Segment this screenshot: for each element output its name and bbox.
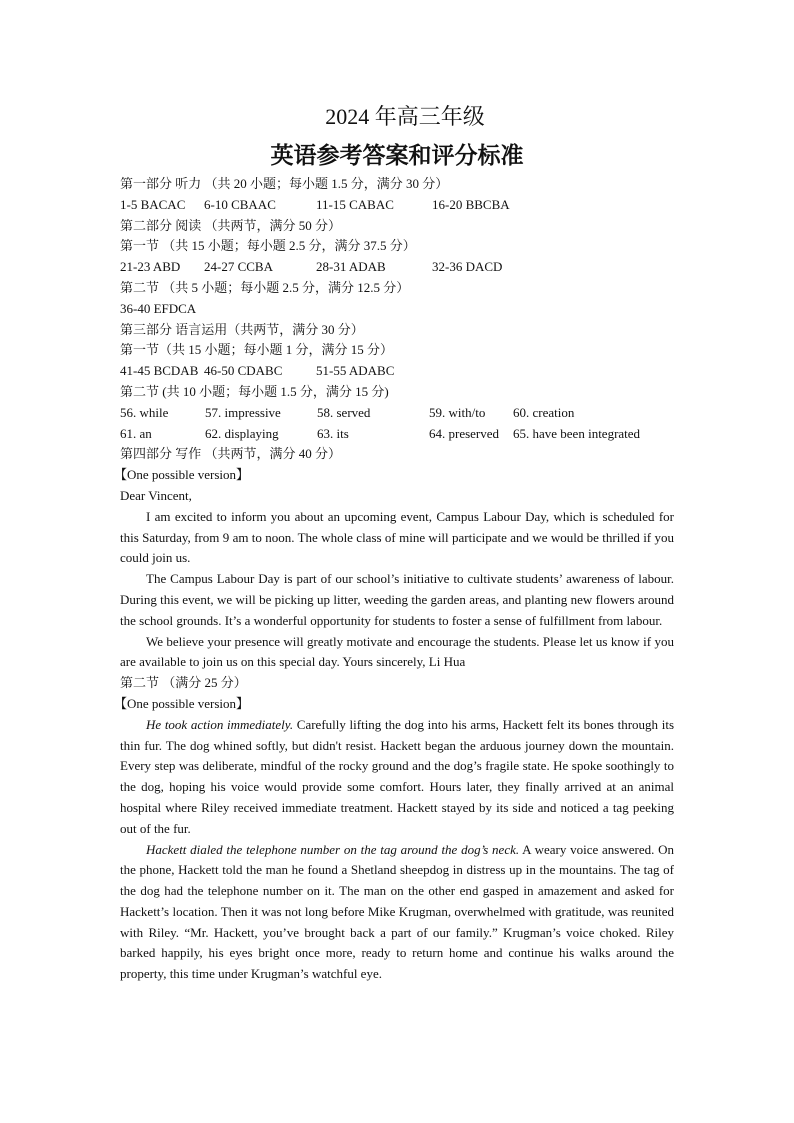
story-lead-sentence: He took action immediately. [146,716,294,732]
answer-group: 28-31 ADAB [316,259,386,275]
letter-paragraph: We believe your presence will greatly motivate and encourage the students. Please let us know if you are available to join us on this special day. Yours sincerely, Li Hua [120,633,674,670]
answer-item: 58. served [317,404,371,420]
answer-group: 6-10 CBAAC [204,196,276,212]
version-label: 【One possible version】 [114,467,250,483]
part2-section2-answer: 36-40 EFDCA [120,300,197,316]
part2-section1-heading: 第一节 （共 15 小题；每小题 2.5 分，满分 37.5 分） [120,238,416,254]
answer-item: 63. its [317,425,349,441]
story-paragraph [120,840,674,986]
answer-item: 62. displaying [205,425,279,441]
version-label: 【One possible version】 [114,695,250,711]
answer-item: 65. have been integrated [513,425,641,441]
answer-group: 16-20 BBCBA [432,196,510,212]
part3-section1-answer-row [120,361,674,382]
answer-item: 64. preserved [429,425,500,441]
answer-group: 21-23 ABD [120,259,181,275]
part2-section1-answer-row [120,257,674,278]
part2-section2-heading: 第二节 （共 5 小题；每小题 2.5 分，满分 12.5 分） [120,279,410,295]
answer-item: 60. creation [513,404,575,420]
story-lead-sentence: Hackett dialed the telephone number on the tag around the dog’s neck. [146,841,520,857]
story-text: Carefully lifting the dog into his arms, Hackett felt its bones through its thin fur. The dog whined softly, but didn't resist. Hackett began the arduous journey down the mountain. Every step was deliberate, mindful of the rocky ground and the dog’s fragile state. He spoke soothingly to the dog, hoping his voice would provide some comfort. Hours later, they finally arrived at an animal hospital where Riley received immediate treatment. Hackett stayed by its side and noticed a tag peeking out of the fur. [120,716,675,836]
page-subtitle: 英语参考答案和评分标准 [270,143,524,169]
answer-sheet [114,100,675,985]
answer-item: 56. while [120,404,169,420]
part2-heading: 第二部分 阅读 （共两节，满分 50 分） [120,217,342,233]
answer-group: 46-50 CDABC [204,363,283,379]
answer-group: 41-45 BCDAB [120,363,199,379]
answer-group: 32-36 DACD [432,259,503,275]
part3-section1-heading: 第一节（共 15 小题；每小题 1 分，满分 15 分） [120,342,394,358]
answer-item: 57. impressive [205,404,281,420]
story-text: A weary voice answered. On the phone, Hackett told the man he found a Shetland sheepdog in distress up in the mountains. The tag of the dog had the telephone number on it. The man on the other end gasped in amazement and asked for Hackett’s location. Then it was not long before Mike Krugman, overwhelmed with gratitude, was reunited with Riley. “Mr. Hackett, you’ve brought back a part of our family.” Krugman’s voice choked. Riley barked happily, his eyes bright once more, ready to return home and continue his walks around the property, this time under Krugman’s watchful eye. [120,841,674,982]
page-title: 2024 年高三年级 [325,104,485,129]
part4-section2-heading: 第二节 （满分 25 分） [120,675,247,691]
letter-salutation: Dear Vincent, [120,487,192,503]
part3-section2-answer-row [120,424,674,445]
answer-group: 1-5 BACAC [120,196,186,212]
answer-item: 59. with/to [429,404,486,420]
letter-paragraph: I am excited to inform you about an upcoming event, Campus Labour Day, which is scheduled for this Saturday, from 9 am to noon. The whole class of mine will participate and we would be thrilled if you could join us. [120,508,674,566]
answer-group: 11-15 CABAC [316,196,394,212]
part1-answer-row [120,195,674,216]
answer-group: 24-27 CCBA [204,259,273,275]
part3-section2-answer-row [120,403,674,424]
story-paragraph [120,715,674,840]
part4-heading: 第四部分 写作 （共两节，满分 40 分） [120,446,342,462]
answer-item: 61. an [120,425,152,441]
letter-paragraph: The Campus Labour Day is part of our school’s initiative to cultivate students’ awareness of labour. During this event, we will be picking up litter, weeding the garden areas, and planting new flowers around the school grounds. It’s a wonderful opportunity for students to foster a sense of fulfillment from labour. [120,571,674,628]
part1-heading: 第一部分 听力 （共 20 小题；每小题 1.5 分，满分 30 分） [120,176,449,191]
part3-heading: 第三部分 语言运用（共两节，满分 30 分） [120,321,364,337]
answer-group: 51-55 ADABC [316,363,395,379]
part3-section2-heading: 第二节 (共 10 小题；每小题 1.5 分，满分 15 分) [120,383,389,399]
